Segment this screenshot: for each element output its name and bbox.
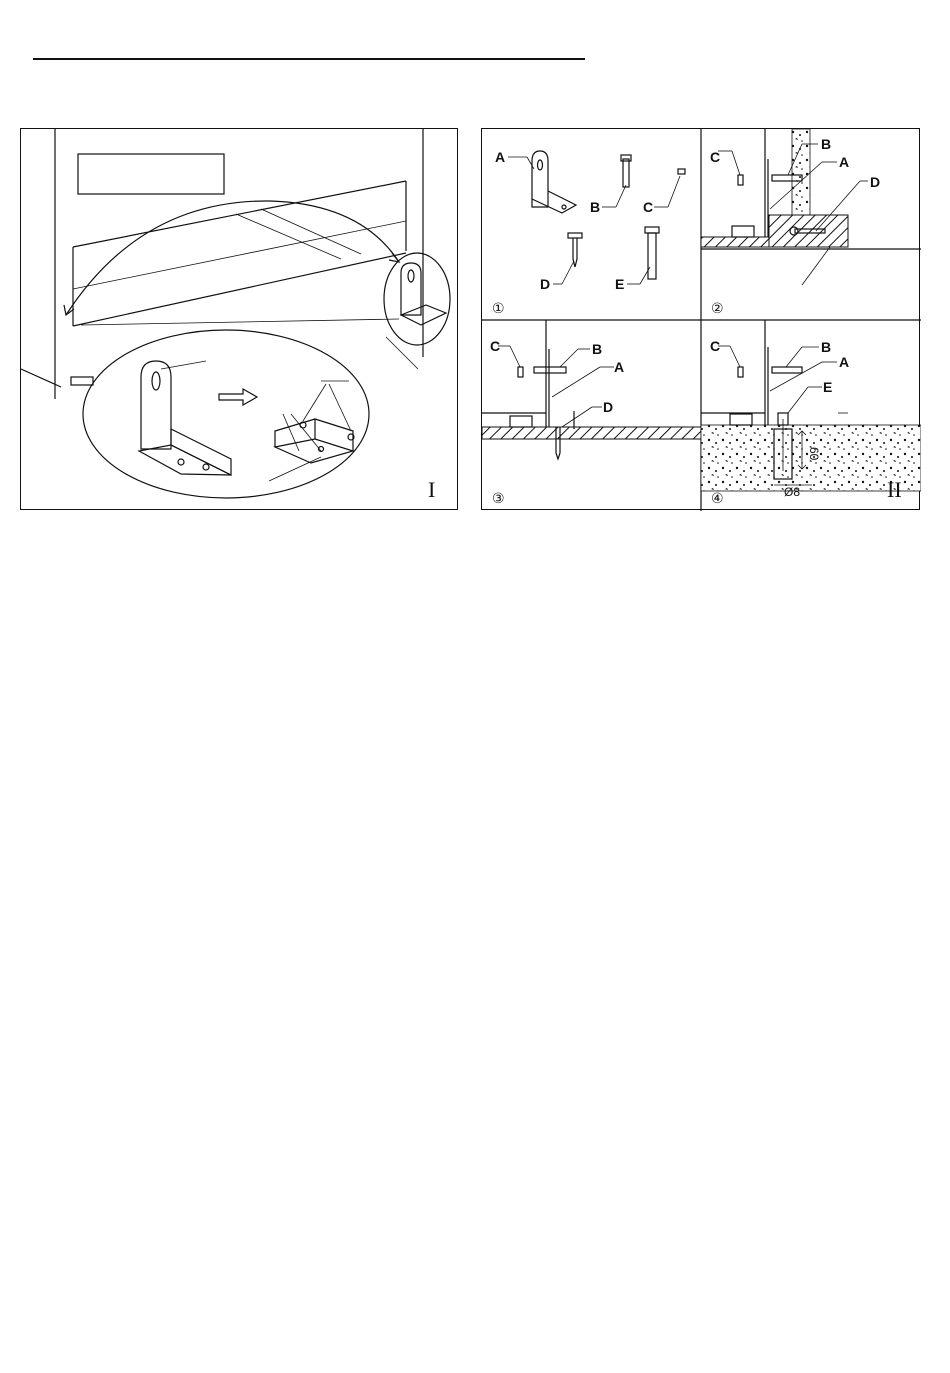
p2-label-c: C: [710, 149, 721, 165]
p3-label-a: A: [614, 359, 625, 375]
panel-1-parts: [492, 149, 685, 317]
figure-1-refrigerator-bracket: [20, 128, 458, 510]
panel-3-number: ③: [492, 491, 505, 507]
transform-arrow: [219, 389, 257, 405]
part-label-a: A: [495, 149, 506, 165]
p4-depth-dim: 60: [807, 447, 821, 461]
p2-label-a: A: [839, 154, 850, 170]
part-label-d: D: [540, 276, 551, 292]
p4-diameter-dim: Ø8: [784, 485, 801, 499]
p3-label-b: B: [592, 341, 603, 357]
p4-label-c: C: [710, 338, 721, 354]
rotation-arrow: [66, 201, 399, 315]
figure-2-number: II: [887, 477, 902, 502]
figure-1-number: I: [428, 477, 436, 502]
bracket-vertical: [141, 361, 171, 449]
p3-label-c: C: [490, 338, 501, 354]
header-rule: [33, 58, 585, 60]
p4-label-b: B: [821, 339, 832, 355]
panel-3-floor-mount: [482, 320, 701, 507]
p2-label-b: B: [821, 136, 832, 152]
figure-2-anchoring-steps: [481, 128, 920, 510]
p3-label-d: D: [603, 399, 614, 415]
label-plate: [78, 154, 224, 194]
panel-4-number: ④: [711, 491, 724, 507]
panel-2-wall-mount: [701, 129, 921, 317]
part-label-c: C: [643, 199, 654, 215]
part-label-e: E: [615, 276, 625, 292]
detail-circle-small: [384, 253, 450, 345]
p2-label-d: D: [870, 174, 881, 190]
p4-label-e: E: [823, 379, 833, 395]
panel-1-number: ①: [492, 301, 505, 317]
p4-label-a: A: [839, 354, 850, 370]
panel-2-number: ②: [711, 301, 724, 317]
part-label-b: B: [590, 199, 601, 215]
